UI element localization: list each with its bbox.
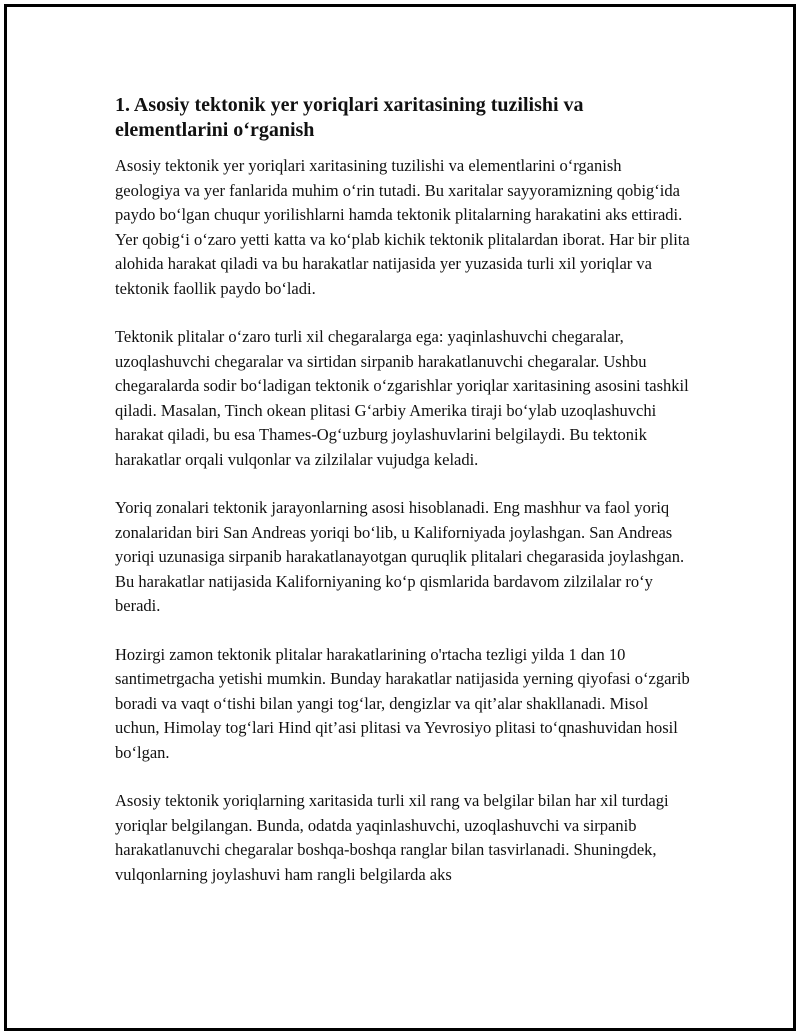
- document-body: [115, 93, 690, 911]
- paragraph: Tektonik plitalar o‘zaro turli xil chegaralarga ega: yaqinlashuvchi chegaralar, uzoqlashuvchi chegaralar va sirtidan sirpanib harakatlanuvchi chegaralar. Ushbu chegaralarda sodir bo‘ladigan tektonik o‘zgarishlar yoriqlar xaritasining asosini tashkil qiladi. Masalan, Tinch okean plitasi G‘arbiy Amerika tiraji bo‘ylab uzoqlashuvchi harakat qiladi, bu esa Thames-Og‘uzburg joylashuvlarini belgilaydi. Bu tektonik harakatlar orqali vulqonlar va zilzilalar vujudga keladi.: [115, 327, 689, 469]
- section-heading: 1. Asosiy tektonik yer yoriqlari xaritasining tuzilishi va elementlarini o‘rganish: [115, 94, 584, 141]
- paragraph: Hozirgi zamon tektonik plitalar harakatlarining o'rtacha tezligi yilda 1 dan 10 santimetrgacha yetishi mumkin. Bunday harakatlar natijasida yerning qiyofasi o‘zgarib boradi va vaqt o‘tishi bilan yangi tog‘lar, dengizlar va qit’alar shakllanadi. Misol uchun, Himolay tog‘lari Hind qit’asi plitasi va Yevrosiyo plitasi to‘qnashuvidan hosil bo‘lgan.: [115, 644, 690, 762]
- paragraph: Asosiy tektonik yer yoriqlari xaritasining tuzilishi va elementlarini o‘rganish geologiya va yer fanlarida muhim o‘rin tutadi. Bu xaritalar sayyoramizning qobig‘ida paydo bo‘lgan chuqur yorilishlarni hamda tektonik plitalarning harakatini aks ettiradi. Yer qobig‘i o‘zaro yetti katta va ko‘plab kichik tektonik plitalardan iborat. Har bir plita alohida harakat qiladi va bu harakatlar natijasida yer yuzasida turli xil yoriqlar va tektonik faollik paydo bo‘ladi.: [115, 156, 690, 298]
- paragraph: Asosiy tektonik yoriqlarning xaritasida turli xil rang va belgilar bilan har xil turdagi yoriqlar belgilangan. Bunda, odatda yaqinlashuvchi, uzoqlashuvchi va sirpanib harakatlanuvchi chegaralar boshqa-boshqa ranglar bilan tasvirlanadi. Shuningdek, vulqonlarning joylashuvi ham rangli belgilarda aks: [115, 791, 669, 884]
- paragraph: Yoriq zonalari tektonik jarayonlarning asosi hisoblanadi. Eng mashhur va faol yoriq zonalaridan biri San Andreas yoriqi bo‘lib, u Kaliforniyada joylashgan. San Andreas yoriqi uzunasiga sirpanib harakatlanayotgan quruqlik plitalari chegarasida joylashgan. Bu harakatlar natijasida Kaliforniyaning ko‘p qismlarida bardavom zilzilalar ro‘y beradi.: [115, 498, 685, 615]
